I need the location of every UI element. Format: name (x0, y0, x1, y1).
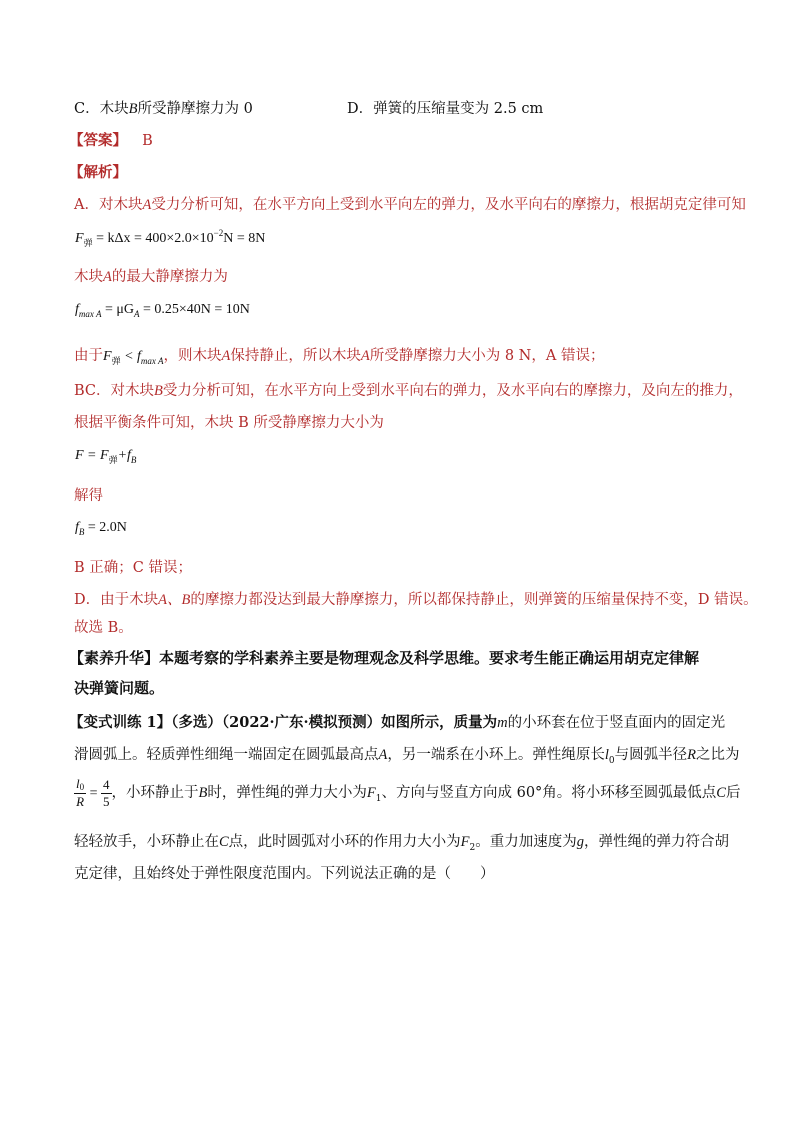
since-text-2: ，则木块 (163, 348, 222, 364)
solve-label: 解得 (74, 488, 103, 504)
frac-den: R (76, 794, 85, 809)
variant-text-3b: 时，弹性绳的弹力大小为 (207, 785, 367, 801)
answer-line (69, 131, 153, 151)
variant-f1-sub: 1 (375, 794, 382, 804)
since-line (74, 346, 604, 367)
para-a-text: A．对木块 (74, 197, 143, 213)
variant-f1: F (366, 785, 376, 801)
since-text: 由于 (74, 348, 103, 364)
paragraph-bc-2: 根据平衡条件可知，木块 B 所受静摩擦力大小为 (74, 415, 384, 431)
variant-text-3a: ，小环静止于 (111, 785, 199, 801)
variant-text-3c: 、方向与竖直方向成 60°角。将小环移至圆弧最低点 (381, 785, 717, 801)
ratio-value-fraction (101, 777, 112, 810)
option-c-rest: 所受静摩擦力为 0 (137, 101, 253, 117)
eq4-rhs: = 2.0N (84, 520, 127, 535)
since-sub2: max A (140, 356, 164, 366)
variant-r: R (687, 747, 696, 763)
variant-text-4c: 。重力加速度为 (475, 834, 577, 850)
variant-text-4b: 点，此时圆弧对小环的作用力大小为 (228, 834, 461, 850)
eq2-lhs: f (75, 302, 79, 317)
max-static-line (74, 267, 228, 287)
max-static-text: 木块 (74, 269, 103, 285)
variant-c2: C (219, 834, 229, 850)
variant-a: A (378, 747, 388, 763)
frac-eq-den: 5 (103, 793, 110, 809)
variant-line-4 (74, 832, 729, 854)
variant-text-4a: 轻轻放手，小环静止在 (74, 834, 219, 850)
equation-max-static (75, 302, 250, 318)
since-lt: < f (120, 349, 141, 364)
literacy-line-2: 决弹簧问题。 (74, 679, 165, 697)
eq2-mid: = μG (101, 302, 134, 317)
max-static-var: A (103, 269, 112, 285)
eq3-main: F = F (75, 448, 109, 463)
eq4-lhs: f (75, 520, 79, 535)
variant-line-5: 克定律，且始终处于弹性限度范围内。下列说法正确的是（ ） (74, 866, 495, 882)
eq1-tail: N = 8N (223, 231, 266, 246)
variant-l0: l (604, 747, 609, 763)
frac-num-sub: 0 (79, 782, 85, 792)
eq3-plus: +f (117, 448, 131, 463)
d-text: D．由于木块 (74, 592, 159, 608)
variant-text-1a: 【变式训练 1】（多选）（2022·广东·模拟预测）如图所示，质量为 (69, 714, 498, 731)
variant-g: g (576, 834, 585, 850)
eq2-rhs: = 0.25×40N = 10N (139, 302, 250, 317)
answer-label: 【答案】 (69, 132, 127, 149)
bc-rest: 受力分析可知，在水平方向上受到水平向右的弹力，及水平向右的摩擦力，及向左的推力， (162, 383, 743, 399)
since-var: A (221, 348, 231, 364)
eq1-sub: 弹 (83, 238, 93, 248)
eq2-sub2: A (134, 309, 140, 319)
since-var2: A (360, 348, 370, 364)
variant-text-2c: 与圆弧半径 (614, 747, 688, 763)
bc-var: B (154, 383, 163, 399)
option-c-text: C．木块 (74, 101, 129, 117)
since-text-3: 保持静止，所以木块 (230, 348, 361, 364)
paragraph-d (74, 590, 758, 610)
variant-l0-sub: 0 (608, 756, 615, 766)
b-correct-line: B 正确；C 错误； (74, 560, 192, 576)
bc-text: BC．对木块 (74, 383, 155, 399)
variant-text-3d: 后 (725, 785, 741, 801)
eq1-rhs: = kΔx = 400×2.0×10 (92, 231, 214, 246)
equation-result (75, 520, 127, 536)
variant-m: m (497, 715, 508, 731)
para-a-var: A (142, 197, 152, 213)
variant-f2-sub: 2 (469, 843, 476, 853)
variant-text-1b: 的小环套在位于竖直面内的固定光 (507, 715, 726, 731)
variant-text-4d: ，弹性绳的弹力符合胡 (584, 834, 730, 850)
answer-value: B (142, 133, 153, 149)
since-sub: 弹 (111, 356, 121, 366)
d-rest: 的摩擦力都没达到最大静摩擦力，所以都保持静止，则弹簧的压缩量保持不变，D 错误。 (190, 592, 758, 608)
eq1-lhs: F (75, 231, 84, 246)
variant-text-2b: ，另一端系在小环上。弹性绳原长 (387, 747, 605, 763)
variant-line-2 (74, 745, 739, 767)
eq4-sub: B (78, 527, 85, 537)
eq1-exp: −2 (213, 228, 224, 238)
d-var: A、B (158, 592, 191, 608)
variant-text-2a: 滑圆弧上。轻质弹性细绳一端固定在圆弧最高点 (74, 747, 379, 763)
variant-b: B (198, 785, 208, 801)
paragraph-a (74, 195, 746, 215)
ratio-fraction (74, 776, 86, 810)
variant-line-1 (69, 713, 725, 733)
option-c (74, 99, 253, 119)
eq3-sub: 弹 (108, 455, 118, 465)
option-c-var: B (128, 101, 138, 117)
equation-balance (75, 448, 136, 464)
since-f: F (103, 349, 112, 364)
para-a-rest: 受力分析可知，在水平方向上受到水平向左的弹力，及水平向右的摩擦力，根据胡克定律可知 (151, 197, 746, 213)
since-text-4: 所受静摩擦力大小为 8 N，A 错误； (369, 348, 605, 364)
variant-line-3: $\frac{l0}{R}$ = $\frac{4}{5}$ ，小环静止于B时，弹性绳的弹力大小为$F_1$、方向与竖直方向成 60°角。将小环移至圆弧最低点C后 (76, 776, 741, 809)
frac-eq-num: 4 (103, 776, 110, 792)
variant-c: C (716, 785, 726, 801)
option-d-text: D．弹簧的压缩量变为 2.5 cm (347, 101, 544, 117)
eq2-sub: max A (78, 309, 102, 319)
option-d (347, 99, 543, 119)
choose-b-line: 故选 B。 (74, 620, 133, 636)
literacy-line-1: 【素养升华】本题考察的学科素养主要是物理观念及科学思维。要求考生能正确运用胡克定律解 (69, 649, 700, 667)
analysis-label: 【解析】 (69, 164, 127, 181)
equation-hooke (75, 228, 266, 248)
eq3-sub2: B (130, 455, 137, 465)
frac-num-l: l (76, 776, 80, 791)
max-static-rest: 的最大静摩擦力为 (111, 269, 228, 285)
variant-f2: F (460, 834, 470, 850)
paragraph-bc-1 (74, 381, 743, 401)
variant-text-2d: 之比为 (695, 747, 740, 763)
